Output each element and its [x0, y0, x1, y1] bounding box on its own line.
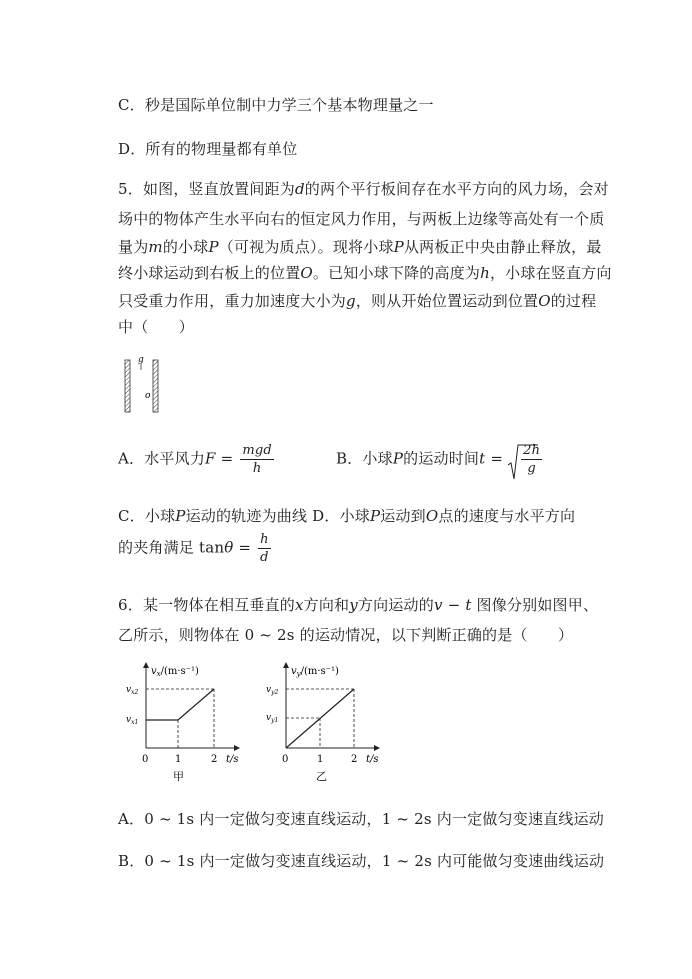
q5-option-c-d: C．小球P运动的轨迹为曲线 D．小球P运动到O点的速度与水平方向 [118, 507, 576, 525]
q5-line-5: 只受重力作用，重力加速度大小为g，则从开始位置运动到位置O的过程 [118, 292, 597, 310]
q6-option-b: B．0 ~ 1s 内一定做匀变速直线运动，1 ~ 2s 内可能做匀变速曲线运动 [118, 852, 605, 870]
q5-line-1: 5．如图，竖直放置间距为d的两个平行板间存在水平方向的风力场，会对 [118, 180, 609, 198]
svg-text:2: 2 [351, 754, 358, 765]
parallel-plates-figure [120, 352, 166, 414]
q5-option-b: B．小球P的运动时间t = $\frac{2h}{g}$ [336, 443, 544, 476]
graph-yi [266, 662, 380, 783]
q6-line-2: 乙所示，则物体在 0 ~ 2s 的运动情况，以下判断正确的是（ ） [118, 626, 574, 644]
q5-option-d-cont: 的夹角满足 tanθ = $\frac{h}{d}$ [118, 532, 269, 565]
option-d-prev: D．所有的物理量都有单位 [118, 140, 298, 158]
right-plate [153, 360, 158, 412]
svg-text:vx1: $v_{x1}$ [126, 715, 139, 726]
option-c-prev: C．秒是国际单位制中力学三个基本物理量之一 [118, 96, 434, 114]
svg-text:vy2: $v_{y2}$ [266, 685, 279, 696]
q5-line-3: 量为m的小球P（可视为质点）。现将小球P从两板正中央由静止释放，最 [118, 238, 602, 256]
graph-jia [126, 662, 240, 783]
vx-line [146, 689, 214, 720]
fraction-h-d: $\frac{h}{d}$ [260, 532, 269, 565]
left-plate [125, 360, 130, 412]
svg-text:t/s: t/s [226, 754, 239, 765]
svg-text:vx/(m·s⁻¹): $v_x/(m\cdot s^{-1})$ [151, 666, 199, 678]
svg-text:vx2: $v_{x2}$ [126, 685, 139, 696]
q5-line-4: 终小球运动到右板上的位置O。已知小球下降的高度为h，小球在竖直方向 [118, 264, 612, 282]
svg-text:t/s: t/s [366, 754, 379, 765]
q6-option-a: A．0 ~ 1s 内一定做匀变速直线运动，1 ~ 2s 内一定做匀变速直线运动 [118, 810, 604, 828]
svg-text:2: 2 [211, 754, 218, 765]
q6-line-1: 6．某一物体在相互垂直的x方向和y方向运动的v − t 图像分别如图甲、 [118, 596, 599, 614]
vt-graphs-figure [124, 660, 386, 784]
svg-text:1: 1 [175, 754, 182, 765]
svg-text:0: 0 [142, 754, 149, 765]
fraction-mgd-h: $\frac{\text{mgd}}{h}$ [242, 443, 272, 476]
caption-jia: 甲 [173, 770, 184, 783]
q5-option-a: A．水平风力F = $\frac{\text{mgd}}{h}$ [118, 443, 272, 476]
svg-text:vy/(m·s⁻¹): $v_y/(m\cdot s^{-1})$ [291, 666, 339, 678]
svg-text:1: 1 [317, 754, 324, 765]
q5-line-6: 中（ ） [118, 318, 195, 336]
q5-line-2: 场中的物体产生水平向右的恒定风力作用，与两板上边缘等高处有一个质 [118, 210, 605, 228]
svg-text:0: 0 [282, 754, 289, 765]
sqrt-2h-g: $\frac{2h}{g}$ [508, 443, 544, 476]
svg-text:vy1: $v_{y1}$ [266, 713, 279, 724]
o-label: o [145, 391, 151, 401]
caption-yi: 乙 [316, 770, 327, 783]
g-label: g [138, 355, 144, 365]
